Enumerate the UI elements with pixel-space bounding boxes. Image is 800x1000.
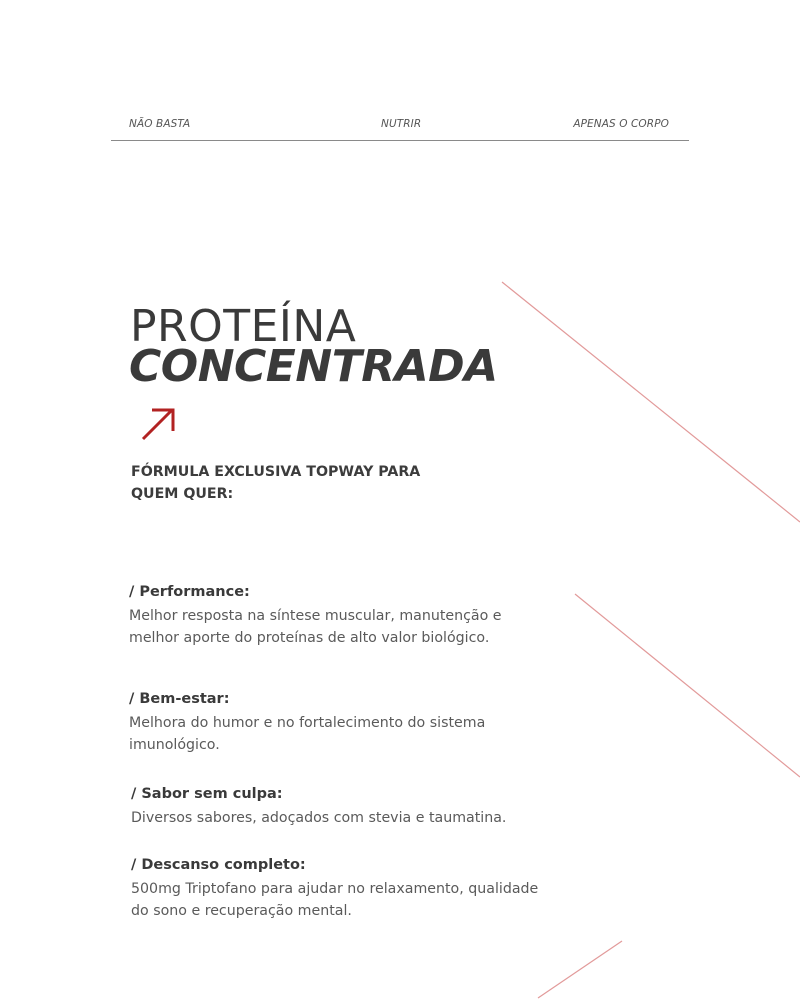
- title-line-2: CONCENTRADA: [129, 341, 498, 392]
- nav-text-middle: NUTRIR: [381, 118, 422, 130]
- feature-description: Melhor resposta na síntese muscular, manutenção e melhor aporte do proteínas de alto valor biológico.: [129, 608, 502, 646]
- feature-title: / Sabor sem culpa:: [131, 786, 283, 802]
- feature-title: / Descanso completo:: [131, 857, 306, 873]
- decorative-line-top: [502, 282, 800, 522]
- feature-descanso: [131, 854, 551, 922]
- arrow-up-right-icon: [140, 405, 178, 443]
- feature-description: 500mg Triptofano para ajudar no relaxamento, qualidade do sono e recuperação mental.: [131, 881, 539, 919]
- title-line-1: PROTEÍNA: [130, 301, 357, 352]
- nav-text-left: NÃO BASTA: [129, 118, 191, 130]
- top-nav: [111, 118, 689, 141]
- feature-sabor: [131, 783, 551, 829]
- decorative-line-middle: [575, 594, 800, 777]
- subheading: FÓRMULA EXCLUSIVA TOPWAY PARA QUEM QUER:: [131, 464, 421, 502]
- feature-title: / Performance:: [129, 584, 250, 600]
- feature-description: Melhora do humor e no fortalecimento do sistema imunológico.: [129, 715, 486, 753]
- feature-performance: [129, 581, 549, 649]
- decorative-line-bottom: [538, 941, 622, 998]
- nav-text-right: APENAS O CORPO: [573, 118, 669, 130]
- feature-bem-estar: [129, 688, 549, 756]
- feature-description: Diversos sabores, adoçados com stevia e taumatina.: [131, 810, 507, 826]
- feature-title: / Bem-estar:: [129, 691, 230, 707]
